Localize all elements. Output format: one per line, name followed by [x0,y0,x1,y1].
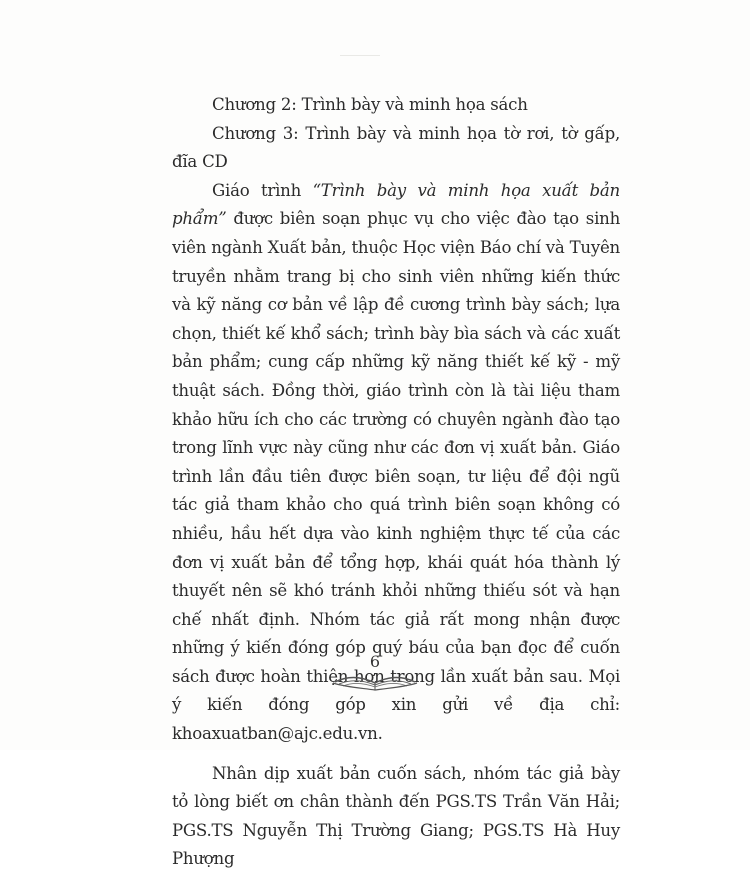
thanks-paragraph: Nhân dịp xuất bản cuốn sách, nhóm tác giả bày tỏ lòng biết ơn chân thành đến PGS.TS Trần Văn Hải; PGS.TS Nguyễn Thị Trường Giang; PGS.TS Hà Huy Phượng [172,763,620,869]
chapter-line-3: Chương 3: Trình bày và minh họa tờ rơi, tờ gấp, đĩa CD [172,123,620,172]
intro-body: được biên soạn phục vụ cho việc đào tạo sinh viên ngành Xuất bản, thuộc Học viện Báo chí và Tuyên truyền nhằm trang bị cho sinh viên những kiến thức và kỹ năng cơ bản về lập đề cương trình bày sách; lựa chọn, thiết kế khổ sách; trình bày bìa sách và các xuất bản phẩm; cung cấp những kỹ năng thiết kế kỹ - mỹ thuật sách. Đồng thời, giáo trình còn là tài liệu tham khảo hữu ích cho các trường có chuyên ngành đào tạo trong lĩnh vực này cũng như các đơn vị xuất bản. Giáo trình lần đầu tiên được biên soạn, tư liệu để đội ngũ tác giả tham khảo cho quá trình biên soạn không có nhiều, hầu hết dựa vào kinh nghiệm thực tế của các đơn vị xuất bản để tổng hợp, khái quát hóa thành lý thuyết nên sẽ khó tránh khỏi những thiếu sót và hạn chế nhất định. Nhóm tác giả rất mong nhận được những ý kiến đóng góp quý báu của bạn đọc để cuốn sách được hoàn thiện hơn trong lần xuất bản sau. Mọi ý kiến đóng góp xin gửi về địa chỉ: khoaxuatban@ajc.edu.vn. [172,209,620,744]
page-footer [0,652,750,693]
textbook-title: “Trình bày và minh họa xuất bản phẩm” [172,180,620,229]
intro-lead: Giáo trình [212,180,313,200]
chapter-line-2: Chương 2: Trình bày và minh họa sách [212,95,528,114]
page-top-rule [340,55,380,56]
page-number: 6 [369,652,381,671]
open-book-icon [331,671,419,693]
page-body [172,82,620,874]
